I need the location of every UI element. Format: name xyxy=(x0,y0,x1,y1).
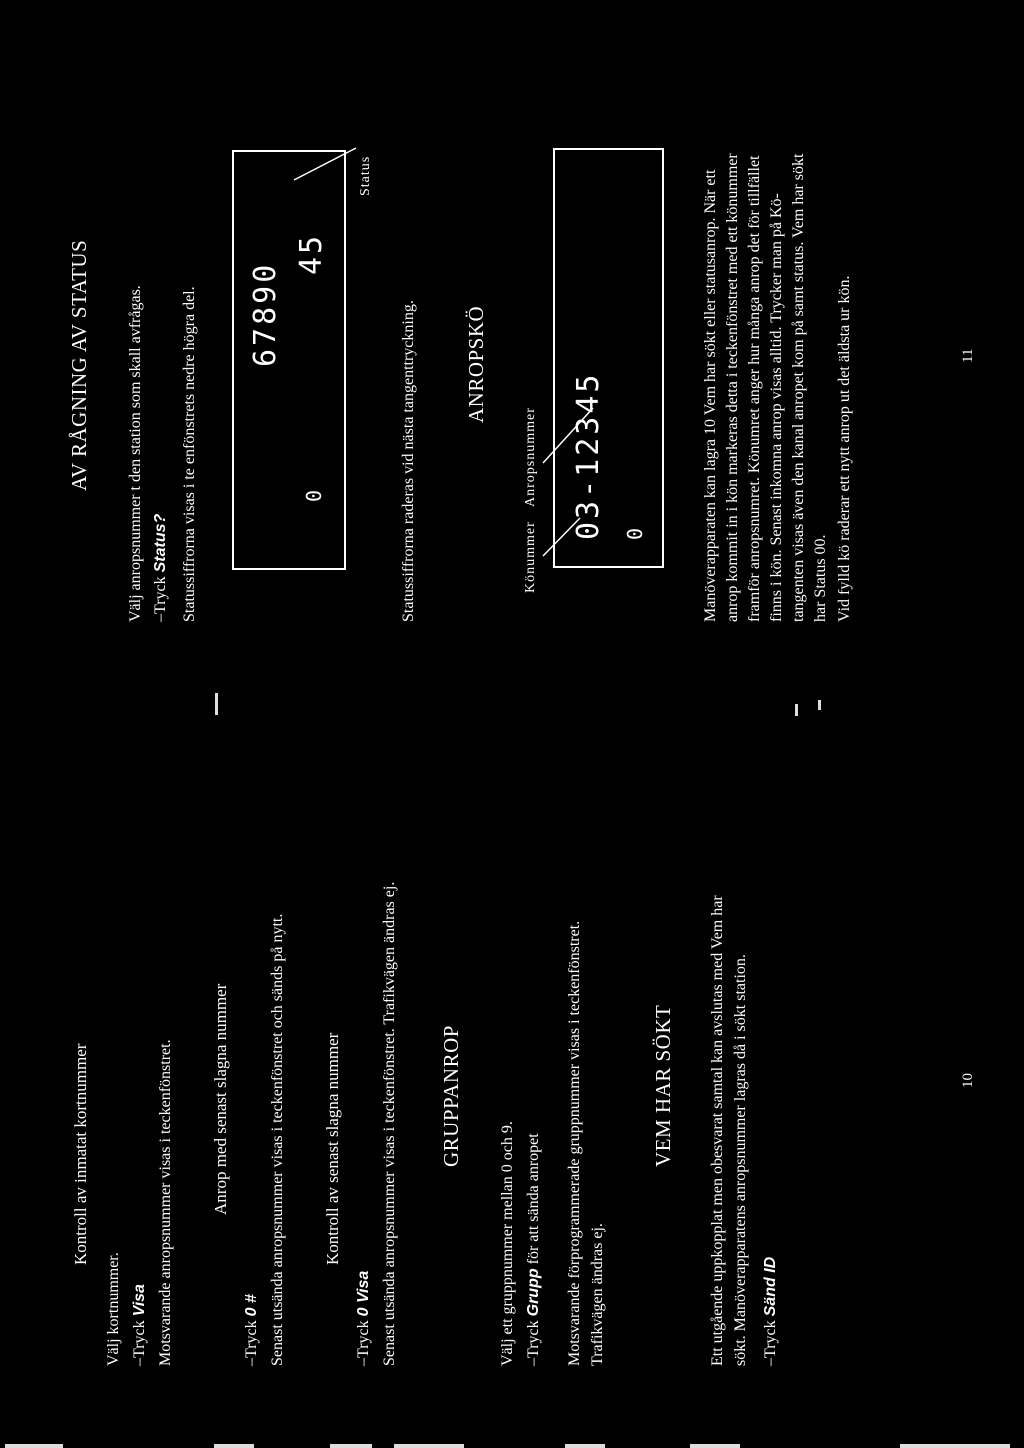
heading-kontroll-kortnummer: Kontroll av inmatat kortnummer xyxy=(71,1043,90,1265)
tryck-label: –Tryck xyxy=(243,1320,260,1366)
status-top-value: 67890 xyxy=(248,261,283,367)
queue-anropsnummer: -12345 xyxy=(571,371,606,498)
status-bottom-right: 45 xyxy=(294,232,329,275)
text-valj-grupp: Välj ett gruppnummer mellan 0 och 9. xyxy=(499,1121,516,1366)
text-valj-anropsnummer: Välj anropsnummer t den station som skall avfrågas. xyxy=(127,285,144,622)
scan-edge-mark xyxy=(330,1444,372,1448)
text-motsvarande: Motsvarande anropsnummer visas i teckenfönstret. xyxy=(157,1039,174,1366)
queue-bottom-left: 0 xyxy=(623,527,647,540)
label-anropsnummer: Anropsnummer xyxy=(523,407,538,507)
tryck-label: –Tryck xyxy=(355,1320,372,1366)
text-para-1-line-6: har Status 00. xyxy=(812,534,829,622)
tryck-label: –Tryck xyxy=(762,1320,779,1366)
heading-kontroll-senast: Kontroll av senast slagna nummer xyxy=(323,1032,342,1265)
text-para-1-line-1: Manöverapparaten kan lagra 10 Vem har sökt eller statusanrop. När ett xyxy=(702,169,719,622)
heading-vem-har-sokt: VEM HAR SÖKT xyxy=(651,1004,675,1167)
text-statussiffrorna-raderas: Statussiffrorna raderas vid nästa tangenttryckning. xyxy=(400,300,417,622)
text-valj-kortnummer: Välj kortnummer. xyxy=(105,1252,122,1366)
scan-edge-mark xyxy=(214,1444,254,1448)
page-number-10: 10 xyxy=(960,1073,976,1088)
text-vem-2: sökt. Manöverapparatens anropsnummer lagras då i sökt station. xyxy=(732,954,749,1366)
scan-edge-mark xyxy=(5,1444,63,1448)
heading-gruppanrop: GRUPPANROP xyxy=(439,1025,463,1167)
key-status: Status? xyxy=(152,513,169,573)
heading-avfragning-status: AV RÅGNING AV STATUS xyxy=(67,239,91,491)
text-vem-1: Ett utgående uppkopplat men obesvarat samtal kan avslutas med Vem har xyxy=(709,895,726,1366)
scan-mark xyxy=(215,693,218,715)
text-para-1-line-4: finns i kön. Senast inkomna anrop visas alltid. Trycker man på Kö- xyxy=(768,193,785,622)
text-senast-utsanda-2: Senast utsända anropsnummer visas i teckenfönstret. Trafikvägen ändras ej. xyxy=(381,881,398,1366)
heading-anrop-senast: Anrop med senast slagna nummer xyxy=(211,983,230,1215)
scan-mark xyxy=(818,700,821,710)
status-bottom-left: 0 xyxy=(302,489,326,502)
queue-number: 03 xyxy=(571,497,606,540)
key-0-visa: 0 Visa xyxy=(355,1270,372,1317)
key-sand-id: Sänd ID xyxy=(762,1256,779,1317)
text-forprog-2: Trafikvägen ändras ej. xyxy=(589,1223,606,1366)
tryck-label: –Tryck xyxy=(131,1320,148,1366)
text-para-1-line-3: framför anropsnumret. Könumret anger hur många anrop det för tillfället xyxy=(746,155,763,622)
label-konummer: Könummer xyxy=(523,521,538,593)
page-number-11: 11 xyxy=(960,348,976,363)
label-status: Status xyxy=(358,155,373,196)
scan-edge-mark xyxy=(565,1444,605,1448)
scan-edge-mark xyxy=(394,1444,464,1448)
tryck-label: –Tryck xyxy=(525,1320,542,1366)
scan-edge-mark xyxy=(900,1444,1010,1448)
key-visa: Visa xyxy=(131,1284,148,1317)
text-statussiffrorna-visas: Statussiffrorna visas i te enfönstrets nedre högra del. xyxy=(181,286,198,622)
scan-mark xyxy=(795,704,798,716)
heading-anropsko: ANROPSKÖ xyxy=(464,305,488,423)
scan-edge-mark xyxy=(690,1444,740,1448)
text-forprog-1: Motsvarande förprogrammerade gruppnummer visas i teckenfönstret. xyxy=(566,920,583,1366)
key-0-hash: 0 # xyxy=(243,1294,260,1317)
text-senast-utsanda-1: Senast utsända anropsnummer visas i teckenfönstret och sänds på nytt. xyxy=(269,913,286,1366)
grupp-suffix: för att sända anropet xyxy=(525,1133,542,1265)
key-grupp: Grupp xyxy=(525,1268,542,1317)
tryck-label: –Tryck xyxy=(152,576,169,622)
text-para-1-line-2: anrop kommit in i kön markeras detta i teckenfönstret med ett könummer xyxy=(724,153,741,622)
text-para-1-line-5: tangenten visas även den kanal anropet kom på samt status. Vem har sökt xyxy=(790,153,807,622)
text-para-2: Vid fylld kö raderar ett nytt anrop ut det äldsta ur kön. xyxy=(836,275,853,622)
